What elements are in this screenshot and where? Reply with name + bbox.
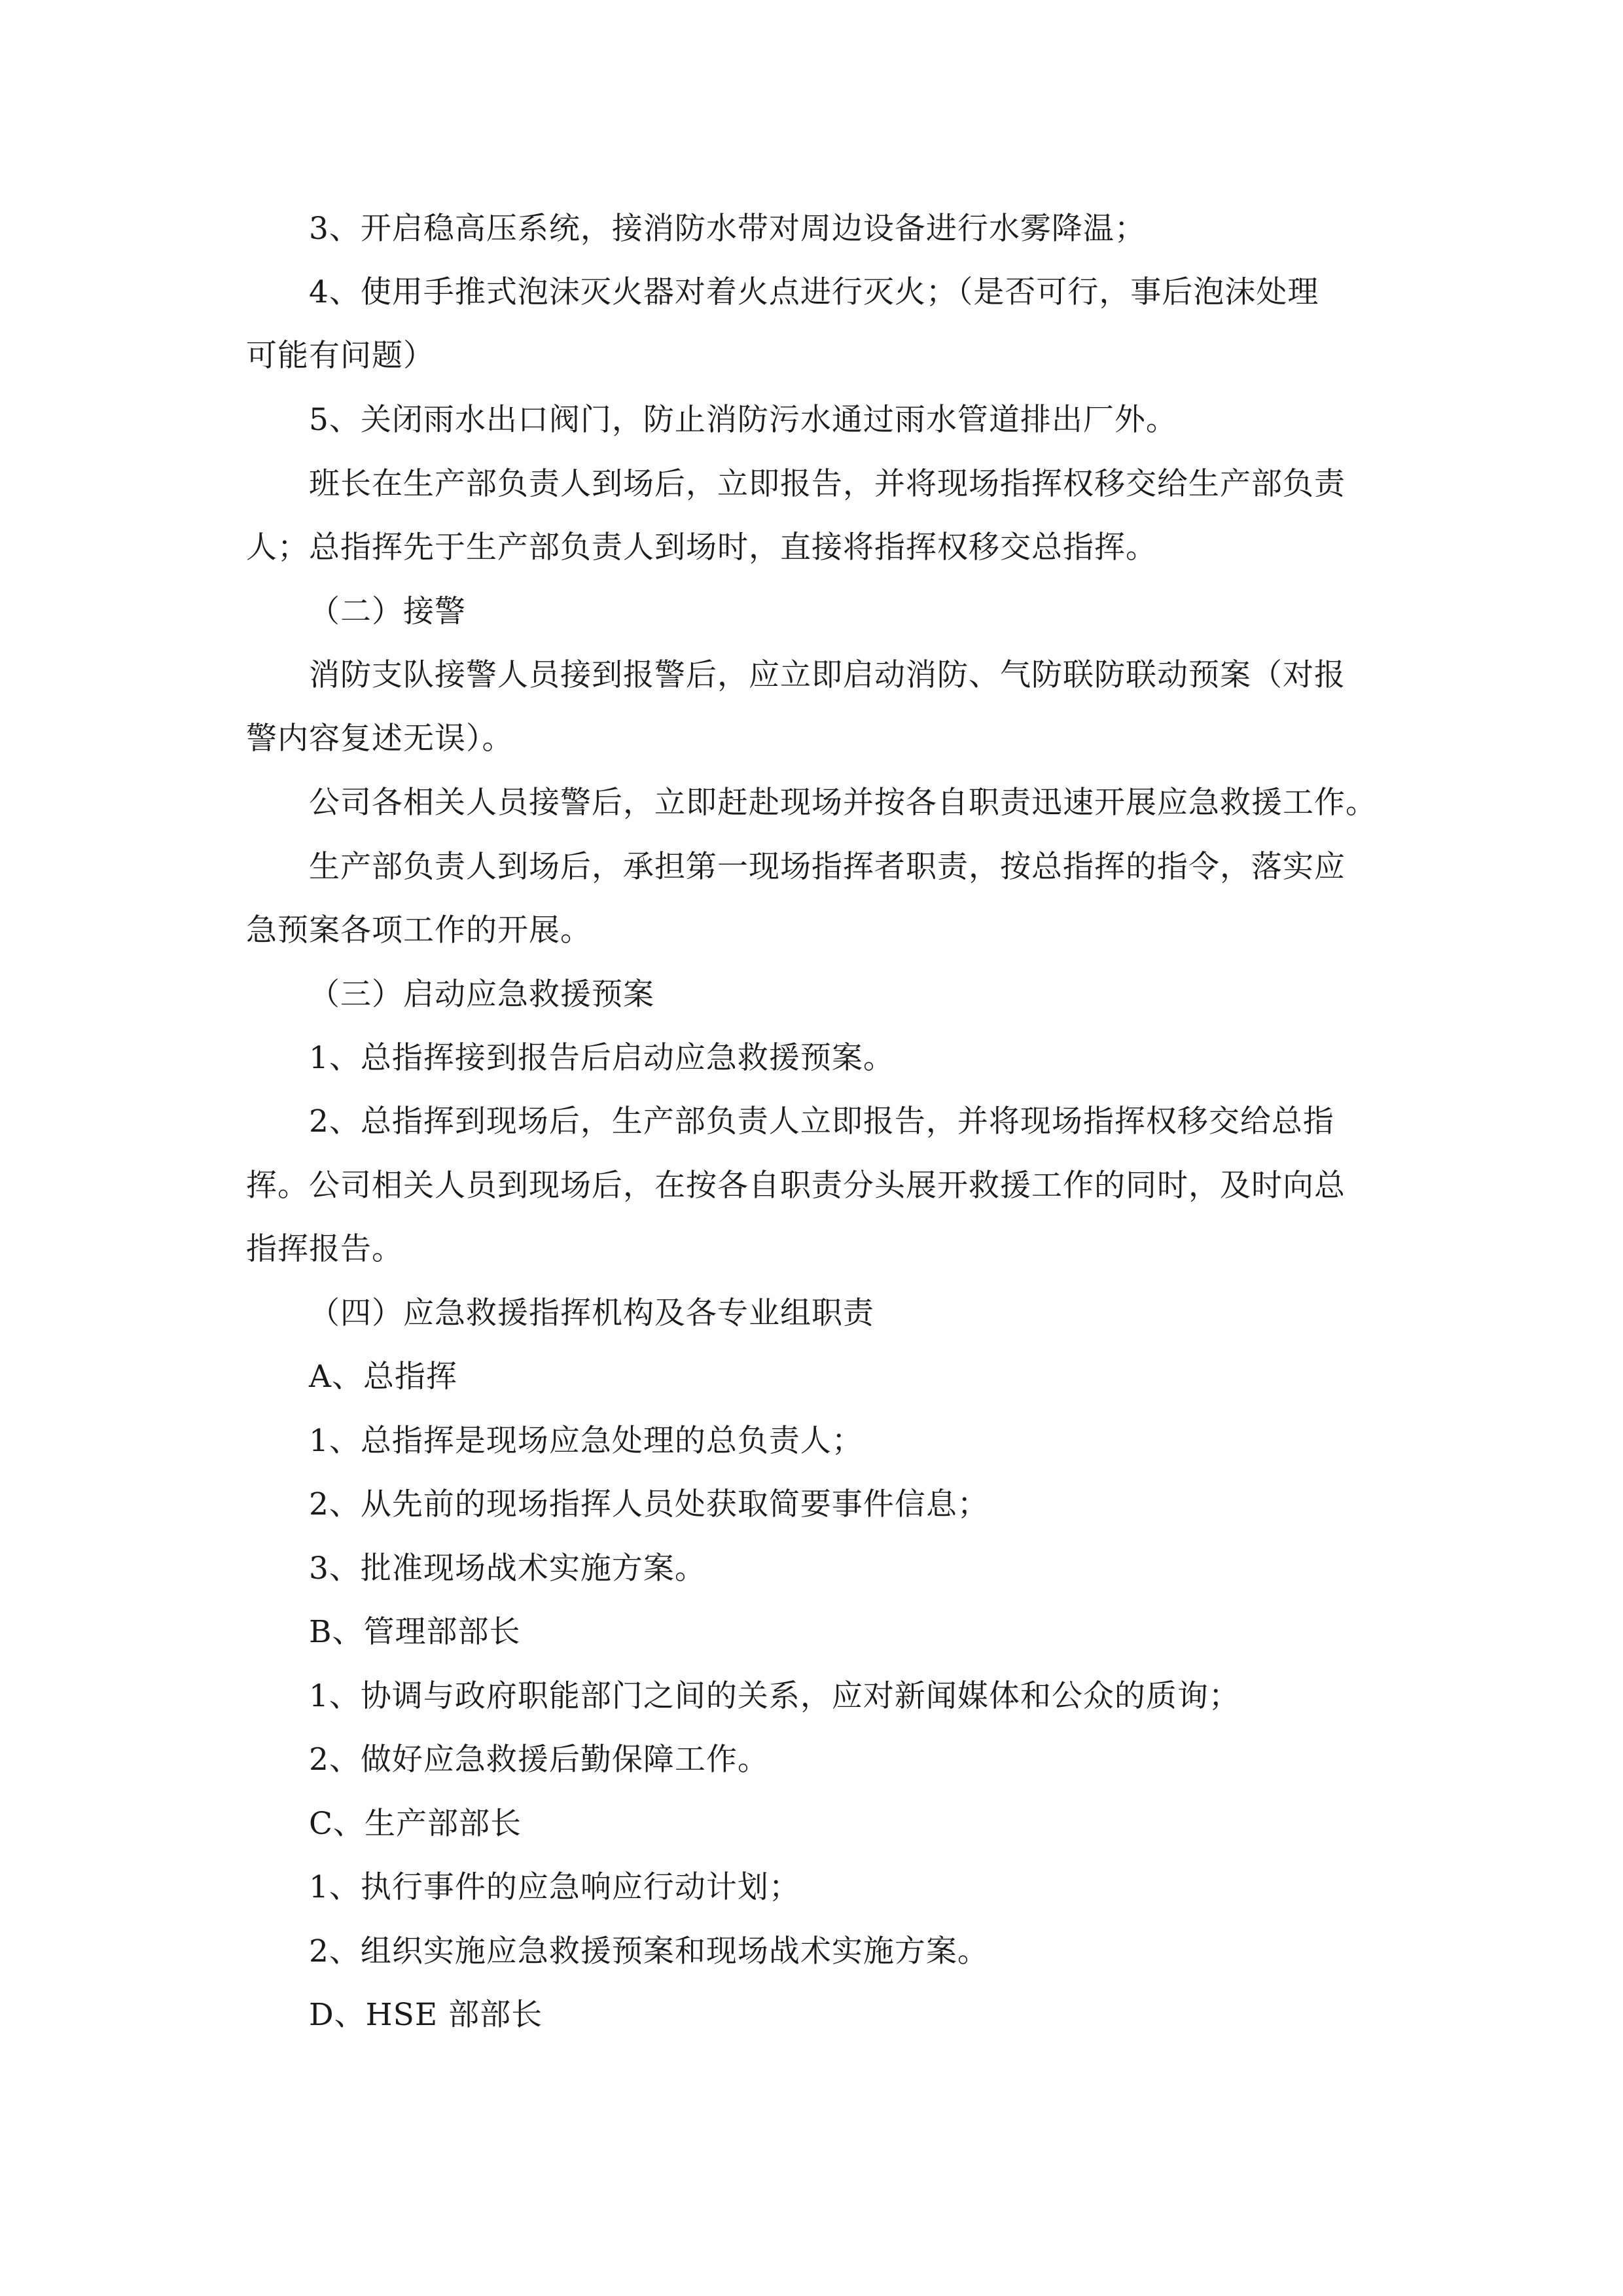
text-line: 5、关闭雨水出口阀门，防止消防污水通过雨水管道排出厂外。 xyxy=(309,402,1177,438)
subsection-heading: A、总指挥 xyxy=(309,1359,457,1395)
text-line: 2、组织实施应急救援预案和现场战术实施方案。 xyxy=(309,1933,989,1969)
subsection-heading: B、管理部部长 xyxy=(309,1614,521,1650)
text-line: 公司各相关人员接警后，立即赶赴现场并按各自职责迅速开展应急救援工作。 xyxy=(309,785,1377,821)
text-line: 1、执行事件的应急响应行动计划； xyxy=(309,1869,800,1905)
text-line: 可能有问题） xyxy=(246,338,435,374)
text-line: 生产部负责人到场后，承担第一现场指挥者职责，按总指挥的指令，落实应 xyxy=(309,849,1346,885)
text-line: 指挥报告。 xyxy=(246,1231,403,1267)
text-line: 急预案各项工作的开展。 xyxy=(246,912,592,948)
text-line: 3、批准现场战术实施方案。 xyxy=(309,1551,706,1587)
section-heading: （二）接警 xyxy=(309,594,466,630)
text-line: 消防支队接警人员接到报警后，应立即启动消防、气防联防联动预案（对报 xyxy=(309,657,1346,693)
text-line: 1、协调与政府职能部门之间的关系，应对新闻媒体和公众的质询； xyxy=(309,1678,1240,1714)
text-line: 警内容复述无误）。 xyxy=(246,721,514,757)
text-line: 挥。公司相关人员到现场后，在按各自职责分头展开救援工作的同时，及时向总 xyxy=(246,1168,1346,1204)
text-line: 3、开启稳高压系统，接消防水带对周边设备进行水雾降温； xyxy=(309,211,1146,247)
text-line: 4、使用手推式泡沫灭火器对着火点进行灭火；（是否可行，事后泡沫处理 xyxy=(309,274,1319,310)
text-line: 2、做好应急救援后勤保障工作。 xyxy=(309,1742,769,1778)
subsection-heading: D、HSE 部部长 xyxy=(309,1997,543,2033)
text-line: 人；总指挥先于生产部负责人到场时，直接将指挥权移交总指挥。 xyxy=(246,529,1157,565)
text-line: 2、从先前的现场指挥人员处获取简要事件信息； xyxy=(309,1486,989,1522)
text-line: 2、总指挥到现场后，生产部负责人立即报告，并将现场指挥权移交给总指 xyxy=(309,1103,1334,1139)
text-line: 1、总指挥是现场应急处理的总负责人； xyxy=(309,1423,863,1459)
section-heading: （四）应急救援指挥机构及各专业组职责 xyxy=(309,1295,874,1331)
subsection-heading: C、生产部部长 xyxy=(309,1806,522,1842)
text-line: 班长在生产部负责人到场后，立即报告，并将现场指挥权移交给生产部负责 xyxy=(309,466,1346,502)
text-line: 1、总指挥接到报告后启动应急救援预案。 xyxy=(309,1040,895,1076)
section-heading: （三）启动应急救援预案 xyxy=(309,977,654,1013)
